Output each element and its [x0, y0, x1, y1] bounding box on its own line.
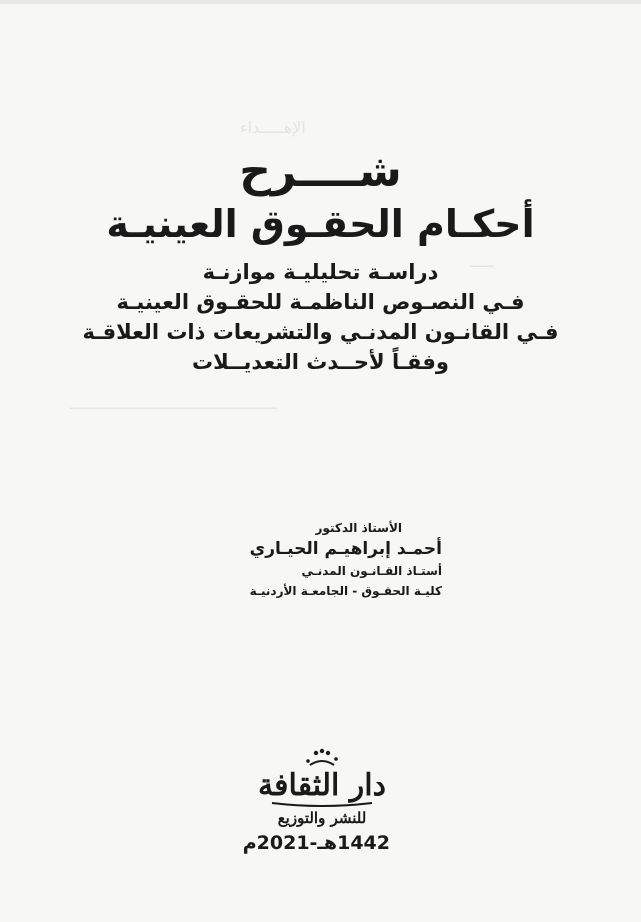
book-title-main: شــــرح — [239, 146, 402, 197]
description-line: فـي القانـون المدنـي والتشريعات ذات العلاقـة — [82, 320, 559, 344]
publisher-logo — [252, 745, 392, 837]
bleed-through-text: الإهـــــداء — [240, 118, 306, 137]
book-title-subtitle: أحكـام الحقـوق العينيـة — [106, 202, 535, 246]
author-role: أستـاذ القـانـون المدنـي — [301, 564, 442, 578]
description-line: فـي النصـوص الناظمـة للحقـوق العينيـة — [116, 290, 525, 314]
publisher-logo-tagline: للنشر والتوزيع — [277, 809, 367, 827]
description-line: وفقـاً لأحــدث التعديــلات — [192, 350, 449, 374]
top-scan-edge — [0, 0, 641, 4]
bleed-through-text: ـــــ — [470, 252, 494, 271]
description-line: دراسـة تحليليـة موازنـة — [202, 260, 439, 284]
publisher-logo-name: دار الثقافة — [258, 768, 386, 803]
book-description — [0, 257, 641, 377]
author-name: أحمـد إبراهيـم الحيـاري — [249, 539, 442, 559]
author-block — [210, 519, 442, 601]
bleed-through-text: ـــــــــــــــــــــــــــــــــــــــــــــــ — [70, 395, 277, 413]
author-academic-title: الأستاذ الدكتور — [315, 521, 402, 535]
author-faculty: كليـة الحقـوق - الجامعـة الأردنيـة — [249, 584, 442, 598]
publication-year: 1442هـ-2021م — [242, 832, 390, 854]
